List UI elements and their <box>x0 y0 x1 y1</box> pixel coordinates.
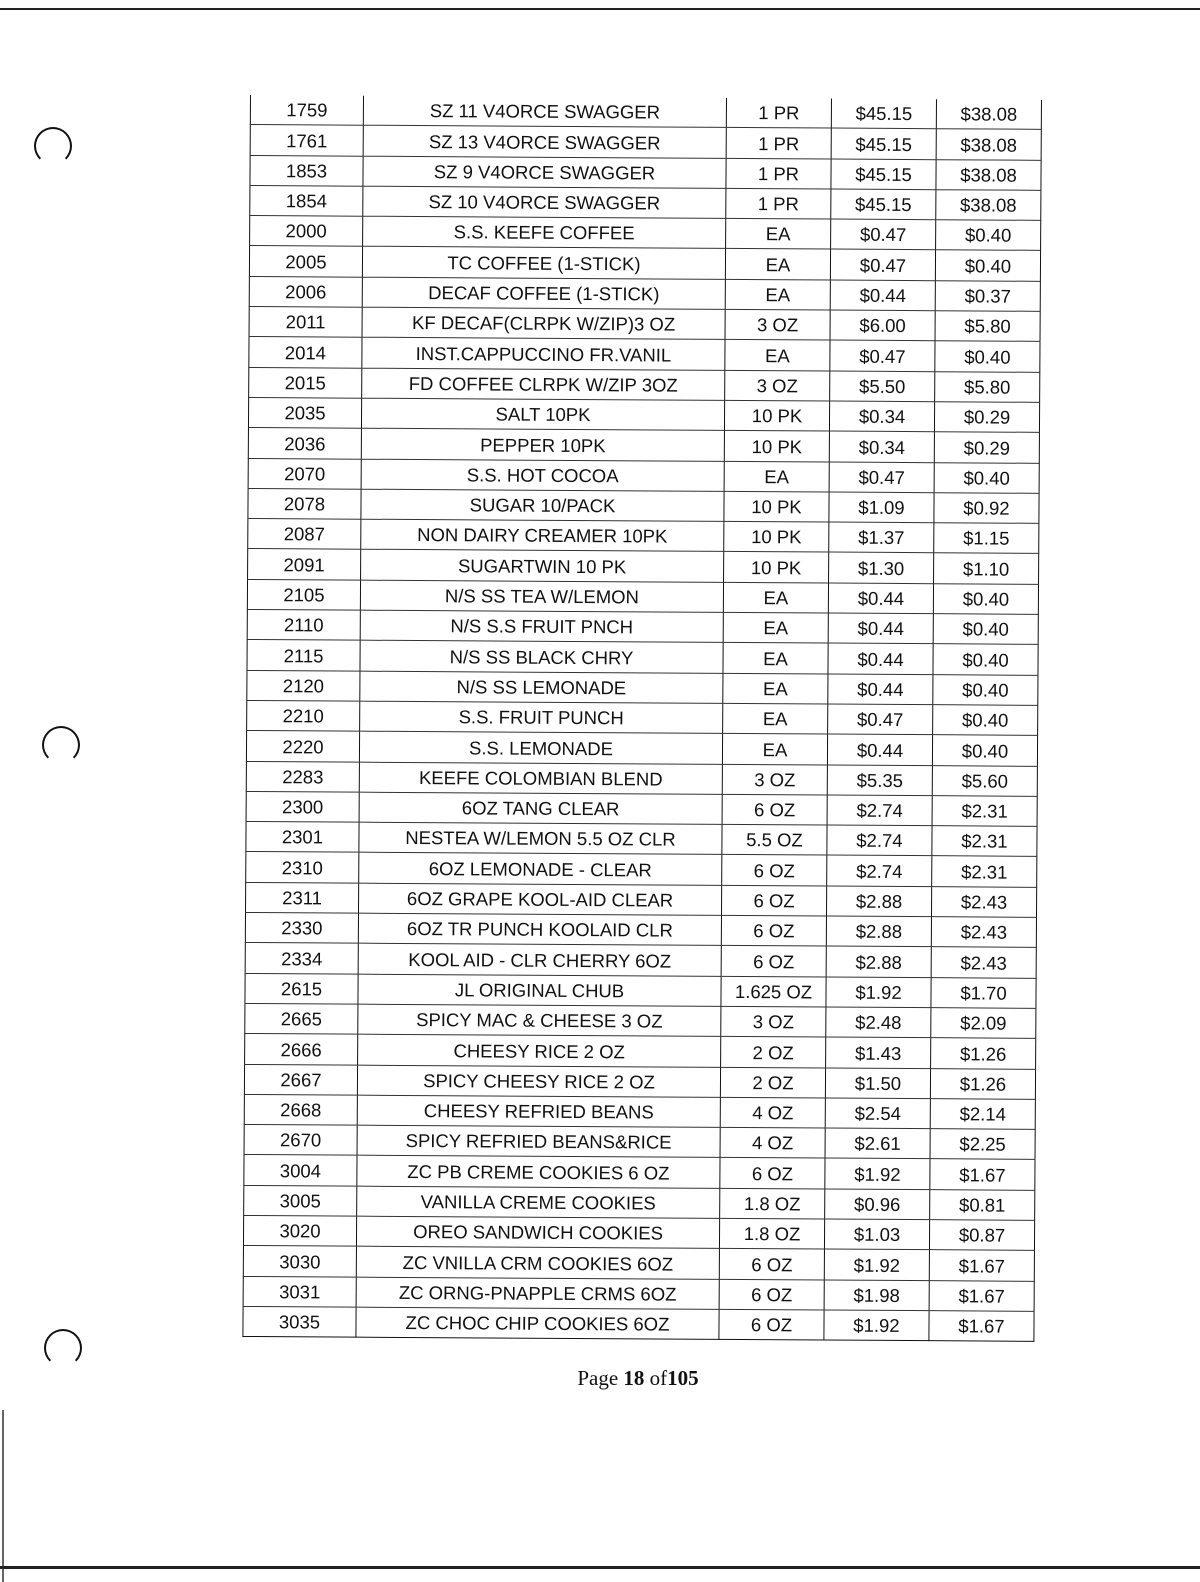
item-unit-cell: EA <box>723 643 828 674</box>
item-price-2-cell: $0.29 <box>934 402 1039 433</box>
page-number-footer <box>0 1366 1200 1391</box>
table-row <box>248 397 1039 432</box>
item-unit-cell: 1 PR <box>726 98 831 128</box>
item-price-2-cell: $0.87 <box>929 1220 1034 1251</box>
item-price-1-cell: $5.50 <box>830 371 935 402</box>
item-price-2-cell: $5.60 <box>932 765 1037 796</box>
item-price-1-cell: $1.92 <box>824 1249 929 1280</box>
item-price-2-cell: $0.29 <box>934 432 1039 463</box>
item-description-cell: SZ 9 V4ORCE SWAGGER <box>363 156 726 189</box>
item-price-2-cell: $2.25 <box>930 1129 1035 1160</box>
item-unit-cell: 3 OZ <box>722 764 827 795</box>
item-unit-cell: EA <box>725 340 830 371</box>
item-price-1-cell: $0.44 <box>828 643 933 674</box>
item-price-2-cell: $0.37 <box>935 280 1040 311</box>
item-unit-cell: 10 PK <box>724 522 829 553</box>
item-code-cell: 2666 <box>245 1034 358 1065</box>
item-code-cell: 2087 <box>248 519 361 550</box>
item-code-cell: 2120 <box>247 670 360 701</box>
item-description-cell: JL ORIGINAL CHUB <box>358 974 721 1007</box>
item-description-cell: KEEFE COLOMBIAN BLEND <box>359 762 722 795</box>
item-code-cell: 2334 <box>245 943 358 974</box>
item-code-cell: 2070 <box>248 458 361 489</box>
item-code-cell: 3004 <box>244 1155 357 1186</box>
item-price-2-cell: $5.80 <box>935 371 1040 402</box>
item-price-1-cell: $2.54 <box>825 1098 930 1129</box>
item-price-1-cell: $0.34 <box>829 431 934 462</box>
item-unit-cell: 6 OZ <box>719 1309 824 1340</box>
item-description-cell: TC COFFEE (1-STICK) <box>362 247 725 280</box>
item-unit-cell: 3 OZ <box>725 370 830 401</box>
item-price-1-cell: $0.96 <box>825 1189 930 1220</box>
item-code-cell: 2015 <box>249 367 362 398</box>
item-unit-cell: EA <box>723 582 828 613</box>
item-description-cell: S.S. FRUIT PUNCH <box>360 701 723 734</box>
item-code-cell: 2310 <box>246 852 359 883</box>
item-code-cell: 3005 <box>244 1185 357 1216</box>
table-row <box>250 185 1041 220</box>
item-price-2-cell: $2.14 <box>930 1098 1035 1129</box>
item-description-cell: ZC VNILLA CRM COOKIES 6OZ <box>356 1246 719 1279</box>
table-row <box>245 1003 1036 1038</box>
item-unit-cell: 6 OZ <box>721 885 826 916</box>
item-code-cell: 2311 <box>246 882 359 913</box>
punch-hole-bottom <box>44 1329 82 1367</box>
item-unit-cell: 6 OZ <box>719 1249 824 1280</box>
table-row <box>248 458 1039 493</box>
item-unit-cell: 6 OZ <box>722 794 827 825</box>
table-row <box>246 761 1037 796</box>
item-price-1-cell: $1.37 <box>829 522 934 553</box>
item-code-cell: 1761 <box>250 125 363 156</box>
punch-hole-middle <box>42 726 80 764</box>
item-unit-cell: 4 OZ <box>720 1127 825 1158</box>
item-code-cell: 2005 <box>249 246 362 277</box>
item-price-2-cell: $1.67 <box>929 1280 1034 1311</box>
item-unit-cell: 6 OZ <box>721 946 826 977</box>
item-price-1-cell: $6.00 <box>830 310 935 341</box>
item-description-cell: SZ 11 V4ORCE SWAGGER <box>363 96 726 128</box>
item-description-cell: SPICY MAC & CHEESE 3 OZ <box>358 1004 721 1037</box>
item-price-1-cell: $0.44 <box>827 734 932 765</box>
item-price-1-cell: $2.61 <box>825 1128 930 1159</box>
price-list-body <box>243 95 1042 1341</box>
item-description-cell: 6OZ TR PUNCH KOOLAID CLR <box>358 913 721 946</box>
item-price-1-cell: $1.92 <box>825 1158 930 1189</box>
item-description-cell: VANILLA CREME COOKIES <box>357 1186 720 1219</box>
table-row <box>246 822 1037 857</box>
item-price-2-cell: $38.08 <box>936 190 1041 221</box>
item-price-1-cell: $2.88 <box>826 946 931 977</box>
item-price-2-cell: $0.40 <box>933 705 1038 736</box>
item-price-1-cell: $0.47 <box>829 462 934 493</box>
item-code-cell: 2105 <box>247 579 360 610</box>
item-description-cell: 6OZ LEMONADE - CLEAR <box>359 853 722 886</box>
table-row <box>243 1276 1034 1311</box>
item-price-2-cell: $1.26 <box>930 1068 1035 1099</box>
item-unit-cell: 6 OZ <box>720 1158 825 1189</box>
item-description-cell: S.S. HOT COCOA <box>361 459 724 492</box>
item-unit-cell: 3 OZ <box>725 309 830 340</box>
table-row <box>243 1246 1034 1281</box>
footer-of-word: of <box>649 1366 668 1390</box>
item-code-cell: 2014 <box>249 337 362 368</box>
item-price-1-cell: $45.15 <box>831 189 936 220</box>
item-price-1-cell: $45.15 <box>831 99 936 129</box>
item-price-2-cell: $2.31 <box>932 826 1037 857</box>
item-unit-cell: 1.8 OZ <box>720 1188 825 1219</box>
item-price-1-cell: $1.98 <box>824 1280 929 1311</box>
table-row <box>249 276 1040 311</box>
table-row <box>247 700 1038 735</box>
item-price-1-cell: $2.74 <box>827 825 932 856</box>
table-row <box>246 791 1037 826</box>
table-row <box>244 1185 1035 1220</box>
item-code-cell: 2330 <box>245 913 358 944</box>
item-code-cell: 2110 <box>247 610 360 641</box>
item-code-cell: 2000 <box>250 216 363 247</box>
item-code-cell: 1759 <box>250 95 363 125</box>
table-row <box>250 155 1041 190</box>
item-code-cell: 2667 <box>244 1064 357 1095</box>
item-description-cell: SZ 13 V4ORCE SWAGGER <box>363 125 726 158</box>
item-unit-cell: 10 PK <box>724 552 829 583</box>
item-price-1-cell: $2.74 <box>827 795 932 826</box>
item-description-cell: INST.CAPPUCCINO FR.VANIL <box>362 338 725 371</box>
footer-current-page: 18 <box>623 1366 645 1390</box>
table-row <box>244 1125 1035 1160</box>
item-unit-cell: 5.5 OZ <box>722 825 827 856</box>
item-code-cell: 2078 <box>248 488 361 519</box>
item-description-cell: N/S SS LEMONADE <box>360 671 723 704</box>
item-description-cell: NON DAIRY CREAMER 10PK <box>361 519 724 552</box>
table-row <box>250 95 1041 130</box>
table-row <box>247 670 1038 705</box>
item-price-2-cell: $0.92 <box>934 493 1039 524</box>
item-unit-cell: EA <box>723 612 828 643</box>
item-unit-cell: 10 PK <box>724 431 829 462</box>
item-description-cell: SPICY REFRIED BEANS&RICE <box>357 1125 720 1158</box>
table-row <box>248 519 1039 554</box>
item-description-cell: ZC PB CREME COOKIES 6 OZ <box>357 1156 720 1189</box>
item-description-cell: NESTEA W/LEMON 5.5 OZ CLR <box>359 822 722 855</box>
item-description-cell: PEPPER 10PK <box>361 428 724 461</box>
item-unit-cell: EA <box>725 249 830 280</box>
item-description-cell: CHEESY REFRIED BEANS <box>357 1095 720 1128</box>
item-description-cell: S.S. KEEFE COFFEE <box>363 216 726 249</box>
item-code-cell: 2668 <box>244 1094 357 1125</box>
table-row <box>247 579 1038 614</box>
item-price-2-cell: $1.10 <box>934 553 1039 584</box>
item-description-cell: SUGAR 10/PACK <box>361 489 724 522</box>
item-code-cell: 2665 <box>245 1003 358 1034</box>
item-unit-cell: 1 PR <box>726 188 831 219</box>
item-description-cell: 6OZ GRAPE KOOL-AID CLEAR <box>359 883 722 916</box>
footer-page-prefix: Page <box>577 1366 619 1390</box>
item-code-cell: 2220 <box>246 731 359 762</box>
item-price-1-cell: $0.44 <box>828 674 933 705</box>
item-code-cell: 3030 <box>243 1246 356 1277</box>
item-unit-cell: 2 OZ <box>720 1067 825 1098</box>
item-unit-cell: 6 OZ <box>721 915 826 946</box>
item-price-2-cell: $2.43 <box>931 947 1036 978</box>
item-unit-cell: EA <box>723 673 828 704</box>
item-description-cell: DECAF COFFEE (1-STICK) <box>362 277 725 310</box>
table-row <box>246 731 1037 766</box>
item-price-1-cell: $0.47 <box>830 340 935 371</box>
item-unit-cell: EA <box>724 461 829 492</box>
item-code-cell: 2301 <box>246 822 359 853</box>
punch-hole-top <box>34 127 72 165</box>
item-description-cell: SALT 10PK <box>361 398 724 431</box>
table-row <box>249 337 1040 372</box>
item-code-cell: 2615 <box>245 973 358 1004</box>
item-unit-cell: EA <box>722 734 827 765</box>
item-description-cell: SZ 10 V4ORCE SWAGGER <box>363 186 726 219</box>
item-price-2-cell: $2.31 <box>932 796 1037 827</box>
item-description-cell: KF DECAF(CLRPK W/ZIP)3 OZ <box>362 307 725 340</box>
item-description-cell: N/S SS BLACK CHRY <box>360 641 723 674</box>
item-code-cell: 2283 <box>246 761 359 792</box>
item-price-1-cell: $1.50 <box>825 1068 930 1099</box>
item-description-cell: KOOL AID - CLR CHERRY 6OZ <box>358 943 721 976</box>
table-row <box>243 1215 1034 1250</box>
item-price-1-cell: $0.44 <box>828 583 933 614</box>
item-price-1-cell: $1.92 <box>824 1310 929 1341</box>
item-price-2-cell: $0.40 <box>936 220 1041 251</box>
item-description-cell: N/S S.S FRUIT PNCH <box>360 610 723 643</box>
item-description-cell: SPICY CHEESY RICE 2 OZ <box>357 1065 720 1098</box>
item-description-cell: CHEESY RICE 2 OZ <box>358 1034 721 1067</box>
item-price-1-cell: $45.15 <box>831 128 936 159</box>
table-row <box>245 913 1036 948</box>
table-row <box>249 307 1040 342</box>
item-code-cell: 2115 <box>247 640 360 671</box>
table-row <box>246 852 1037 887</box>
item-unit-cell: 4 OZ <box>720 1097 825 1128</box>
item-description-cell: ZC CHOC CHIP COOKIES 6OZ <box>356 1307 719 1340</box>
scan-bottom-edge <box>0 1566 1200 1569</box>
item-price-2-cell: $0.40 <box>933 644 1038 675</box>
table-row <box>245 973 1036 1008</box>
item-price-1-cell: $0.47 <box>831 219 936 250</box>
item-price-2-cell: $0.40 <box>934 462 1039 493</box>
item-unit-cell: EA <box>723 703 828 734</box>
scan-left-edge <box>2 1410 4 1582</box>
item-price-1-cell: $1.09 <box>829 492 934 523</box>
item-price-2-cell: $0.40 <box>935 341 1040 372</box>
item-description-cell: S.S. LEMONADE <box>359 731 722 764</box>
item-price-1-cell: $0.34 <box>829 401 934 432</box>
item-price-2-cell: $0.40 <box>932 735 1037 766</box>
table-row <box>247 610 1038 645</box>
item-unit-cell: 1 PR <box>726 128 831 159</box>
item-code-cell: 3031 <box>243 1276 356 1307</box>
item-price-1-cell: $1.92 <box>826 977 931 1008</box>
table-row <box>250 125 1041 160</box>
table-row <box>246 882 1037 917</box>
item-code-cell: 1854 <box>250 185 363 216</box>
item-price-2-cell: $1.67 <box>929 1250 1034 1281</box>
table-row <box>244 1155 1035 1190</box>
item-unit-cell: 3 OZ <box>721 1006 826 1037</box>
item-price-2-cell: $0.40 <box>933 674 1038 705</box>
item-price-2-cell: $2.09 <box>931 1008 1036 1039</box>
item-price-2-cell: $2.43 <box>931 917 1036 948</box>
table-row <box>248 428 1039 463</box>
item-unit-cell: 1.8 OZ <box>719 1218 824 1249</box>
item-unit-cell: 10 PK <box>724 400 829 431</box>
item-price-1-cell: $1.03 <box>824 1219 929 1250</box>
item-price-2-cell: $0.81 <box>930 1189 1035 1220</box>
scan-top-edge <box>0 8 1200 10</box>
item-code-cell: 2011 <box>249 307 362 338</box>
item-code-cell: 2210 <box>247 700 360 731</box>
item-unit-cell: 1 PR <box>726 158 831 189</box>
item-description-cell: N/S SS TEA W/LEMON <box>360 580 723 613</box>
item-price-1-cell: $45.15 <box>831 159 936 190</box>
item-price-2-cell: $2.31 <box>932 856 1037 887</box>
item-description-cell: SUGARTWIN 10 PK <box>361 550 724 583</box>
item-price-1-cell: $5.35 <box>827 765 932 796</box>
item-price-1-cell: $2.74 <box>827 855 932 886</box>
item-unit-cell: 6 OZ <box>722 855 827 886</box>
item-code-cell: 2035 <box>248 397 361 428</box>
table-row <box>248 549 1039 584</box>
item-code-cell: 2036 <box>248 428 361 459</box>
table-row <box>249 367 1040 402</box>
item-code-cell: 3035 <box>243 1306 356 1337</box>
item-unit-cell: 6 OZ <box>719 1279 824 1310</box>
item-unit-cell: 10 PK <box>724 491 829 522</box>
item-price-1-cell: $1.30 <box>829 552 934 583</box>
item-code-cell: 2670 <box>244 1125 357 1156</box>
item-price-2-cell: $0.40 <box>933 614 1038 645</box>
item-unit-cell: 1.625 OZ <box>721 976 826 1007</box>
item-unit-cell: EA <box>726 219 831 250</box>
item-price-1-cell: $0.47 <box>830 250 935 281</box>
item-description-cell: 6OZ TANG CLEAR <box>359 792 722 825</box>
table-row <box>244 1064 1035 1099</box>
item-price-2-cell: $38.08 <box>936 129 1041 160</box>
footer-total-pages: 105 <box>667 1366 699 1390</box>
item-price-1-cell: $2.48 <box>826 1007 931 1038</box>
item-price-1-cell: $0.47 <box>828 704 933 735</box>
item-price-1-cell: $0.44 <box>828 613 933 644</box>
table-row <box>247 640 1038 675</box>
item-price-1-cell: $1.43 <box>826 1037 931 1068</box>
item-price-2-cell: $0.40 <box>933 583 1038 614</box>
item-price-2-cell: $0.40 <box>935 250 1040 281</box>
item-price-2-cell: $2.43 <box>931 886 1036 917</box>
item-unit-cell: EA <box>725 279 830 310</box>
item-price-2-cell: $38.08 <box>936 159 1041 190</box>
item-price-2-cell: $1.26 <box>931 1038 1036 1069</box>
item-price-2-cell: $1.70 <box>931 977 1036 1008</box>
item-price-2-cell: $1.67 <box>929 1311 1034 1342</box>
table-row <box>245 943 1036 978</box>
table-row <box>250 216 1041 251</box>
item-code-cell: 2091 <box>248 549 361 580</box>
item-price-2-cell: $1.15 <box>934 523 1039 554</box>
item-code-cell: 1853 <box>250 155 363 186</box>
item-price-2-cell: $38.08 <box>936 99 1041 129</box>
price-list-table <box>242 95 1042 1342</box>
item-code-cell: 2006 <box>249 276 362 307</box>
item-code-cell: 3020 <box>243 1215 356 1246</box>
table-row <box>248 488 1039 523</box>
item-price-1-cell: $2.88 <box>826 886 931 917</box>
item-description-cell: OREO SANDWICH COOKIES <box>356 1216 719 1249</box>
item-description-cell: FD COFFEE CLRPK W/ZIP 3OZ <box>362 368 725 401</box>
table-row <box>243 1306 1034 1341</box>
item-unit-cell: 2 OZ <box>721 1037 826 1068</box>
item-price-2-cell: $1.67 <box>930 1159 1035 1190</box>
item-code-cell: 2300 <box>246 791 359 822</box>
item-price-2-cell: $5.80 <box>935 311 1040 342</box>
table-row <box>244 1094 1035 1129</box>
item-description-cell: ZC ORNG-PNAPPLE CRMS 6OZ <box>356 1277 719 1310</box>
item-price-1-cell: $0.44 <box>830 280 935 311</box>
table-row <box>245 1034 1036 1069</box>
table-row <box>249 246 1040 281</box>
item-price-1-cell: $2.88 <box>826 916 931 947</box>
